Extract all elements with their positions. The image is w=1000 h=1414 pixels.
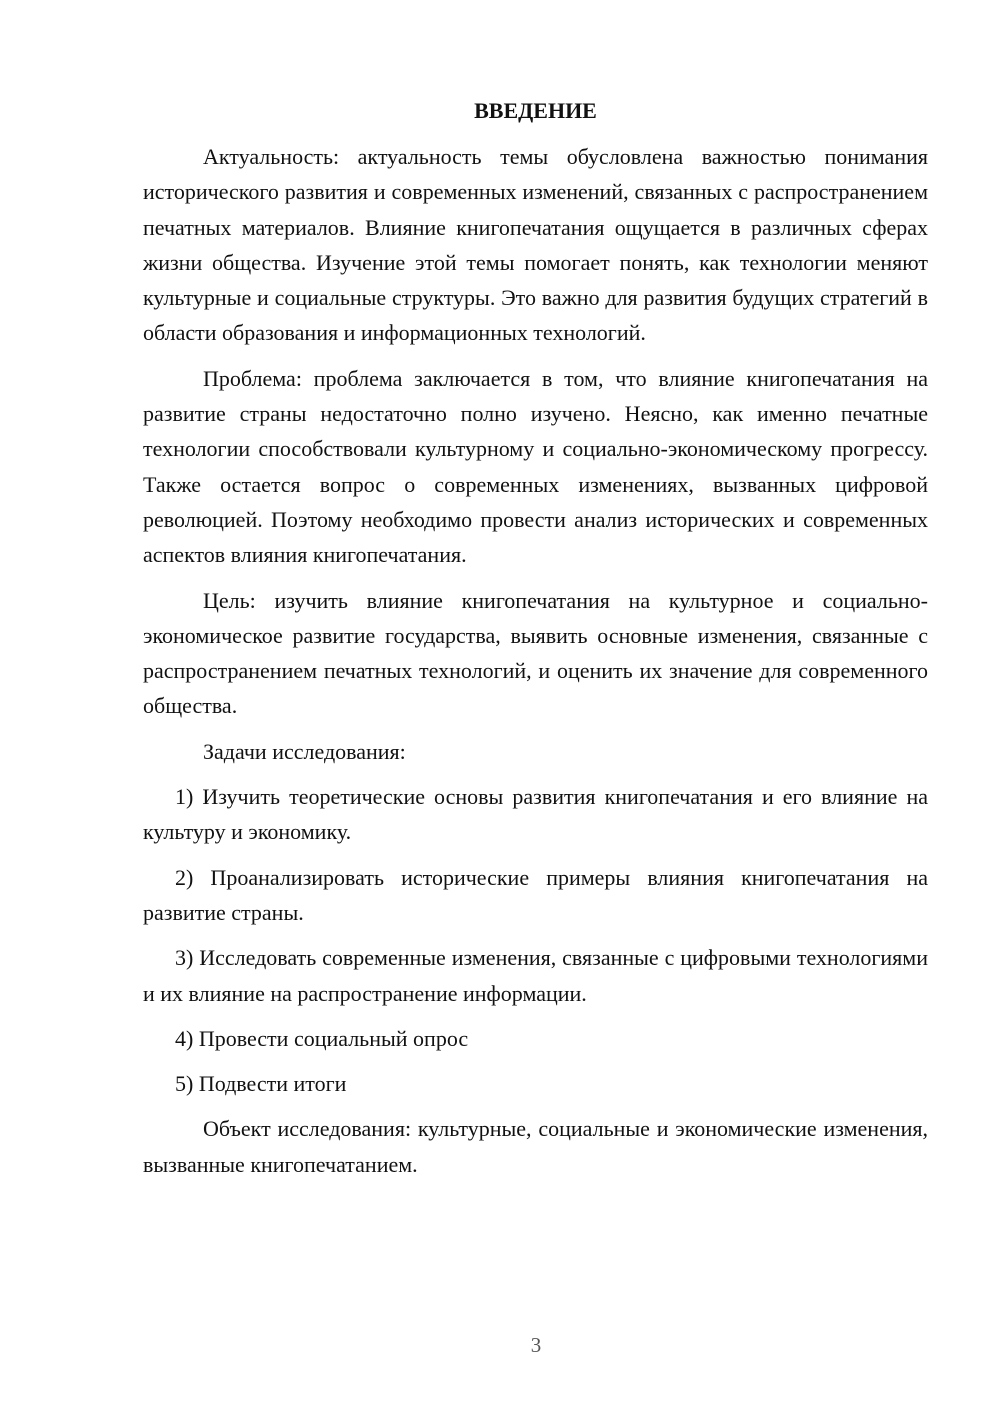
page-number: 3: [530, 1333, 542, 1357]
task-item: 1) Изучить теоретические основы развития книгопечатания и его влияние на культуру и экономику.: [143, 784, 928, 845]
problem-paragraph: Проблема: проблема заключается в том, что влияние книгопечатания на развитие страны недостаточно полно изучено. Неясно, как именно печатные технологии способствовали культурному и социально-экономическому прогрессу. Также остается вопрос о современных изменениях, вызванных цифровой революцией. Поэтому необходимо провести анализ исторических и современных аспектов влияния книгопечатания.: [143, 365, 928, 568]
page-content: [143, 96, 928, 1192]
task-item: 3) Исследовать современные изменения, связанные с цифровыми технологиями и их влияние на распространение информации.: [143, 945, 928, 1006]
goal-paragraph: Цель: изучить влияние книгопечатания на культурное и социально-экономическое развитие государства, выявить основные изменения, связанные с распространением печатных технологий, и оценить их значение для современного общества.: [143, 587, 928, 719]
tasks-heading: Задачи исследования:: [203, 738, 406, 764]
tasks-list: [143, 779, 928, 1101]
task-item: 2) Проанализировать исторические примеры влияния книгопечатания на развитие страны.: [143, 864, 928, 925]
object-paragraph: Объект исследования: культурные, социальные и экономические изменения, вызванные книгопечатанием.: [143, 1116, 928, 1177]
relevance-paragraph: Актуальность: актуальность темы обусловлена важностью понимания исторического развития и современных изменений, связанных с распространением печатных материалов. Влияние книгопечатания ощущается в различных сферах жизни общества. Изучение этой темы помогает понять, как технологии меняют культурные и социальные структуры. Это важно для развития будущих стратегий в области образования и информационных технологий.: [143, 144, 928, 346]
task-item: 5) Подвести итоги: [175, 1071, 347, 1097]
task-item: 4) Провести социальный опрос: [175, 1025, 469, 1051]
section-title: ВВЕДЕНИЕ: [474, 98, 597, 123]
